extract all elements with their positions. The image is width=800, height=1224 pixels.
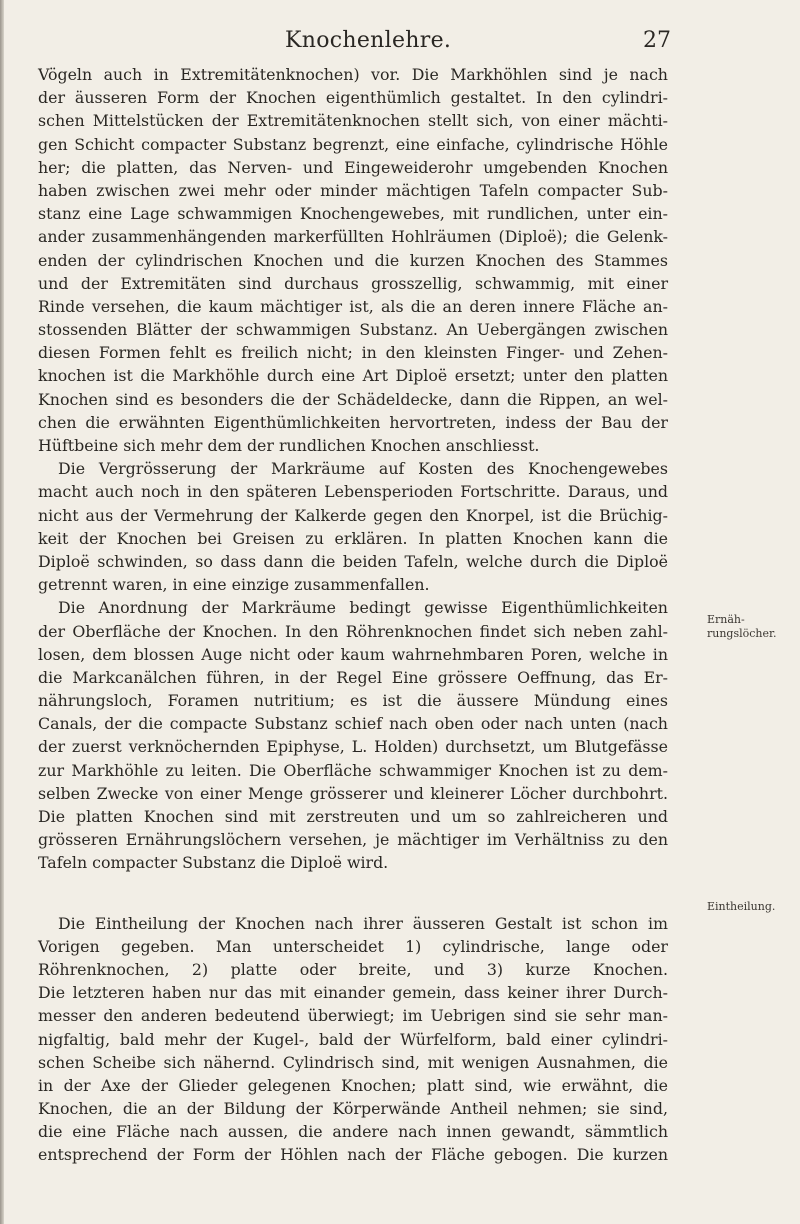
- text-line: nährungsloch, Foramen nutritium; es ist die äussere Mündung eines: [38, 691, 668, 711]
- text-line: macht auch noch in den späteren Lebensperioden Fortschritte. Daraus, und: [38, 482, 668, 502]
- margin-note-line: Ernäh-: [707, 613, 745, 626]
- text-line: nicht aus der Vermehrung der Kalkerde gegen den Knorpel, ist die Brüchig-: [38, 505, 668, 525]
- text-line: Die platten Knochen sind mit zerstreuten und um so zahlreicheren und: [38, 807, 668, 826]
- margin-note-line: rungslöcher.: [707, 627, 777, 640]
- text-line: nigfaltig, bald mehr der Kugel-, bald der Würfelform, bald einer cylindri-: [38, 1029, 668, 1049]
- text-line: enden der cylindrischen Knochen und die kurzen Knochen des Stammes: [38, 250, 668, 270]
- running-head: [0, 12, 800, 52]
- text-line: in der Axe der Glieder gelegenen Knochen; platt sind, wie erwähnt, die: [38, 1075, 668, 1095]
- text-line: messer den anderen bedeutend überwiegt; im Uebrigen sind sie sehr man-: [38, 1006, 668, 1026]
- text-line: stossenden Blätter der schwammigen Substanz. An Uebergängen zwischen: [38, 320, 668, 340]
- text-line: selben Zwecke von einer Menge grösserer und kleinerer Löcher durchbohrt.: [38, 783, 668, 803]
- text-line: Vögeln auch in Extremitätenknochen) vor. Die Markhöhlen sind je nach: [38, 65, 668, 84]
- text-line: schen Mittelstücken der Extremitätenknochen stellt sich, von einer mächti-: [38, 111, 668, 131]
- margin-note-eintheilung: Eintheilung.: [707, 900, 776, 913]
- text-line: schen Scheibe sich nähernd. Cylindrisch sind, mit wenigen Ausnahmen, die: [38, 1052, 668, 1072]
- text-line: und der Extremitäten sind durchaus grosszellig, schwammig, mit einer: [38, 273, 668, 293]
- text-line: getrennt waren, in eine einzige zusammenfallen.: [38, 575, 430, 595]
- text-line: ander zusammenhängenden markerfüllten Hohlräumen (Diploë); die Gelenk-: [38, 227, 668, 247]
- text-line: die eine Fläche nach aussen, die andere nach innen gewandt, sämmtlich: [38, 1122, 668, 1142]
- page-number: 27: [643, 28, 671, 53]
- text-line: her; die platten, das Nerven- und Eingeweiderohr umgebenden Knochen: [38, 157, 668, 177]
- text-line: Die Eintheilung der Knochen nach ihrer äusseren Gestalt ist schon im: [58, 913, 668, 933]
- paragraph-gap: [38, 875, 668, 912]
- text-line: gen Schicht compacter Substanz begrenzt, eine einfache, cylindrische Höhle: [38, 134, 668, 154]
- text-line: Vorigen gegeben. Man unterscheidet 1) cylindrische, lange oder: [38, 936, 668, 956]
- paragraph-vergroesserung: [38, 457, 668, 596]
- text-line: Die Anordnung der Markräume bedingt gewisse Eigenthümlichkeiten: [58, 598, 668, 618]
- text-line: grösseren Ernährungslöchern versehen, je mächtiger im Verhältniss zu den: [38, 830, 668, 850]
- body-text: [38, 63, 668, 1167]
- text-line: diesen Formen fehlt es freilich nicht; in den kleinsten Finger- und Zehen-: [38, 343, 668, 363]
- paragraph-eintheilung: [38, 912, 668, 1167]
- page-binding-edge: [0, 0, 4, 1224]
- margin-note-ernaehrungsloecher: [707, 613, 777, 641]
- text-line: Knochen, die an der Bildung der Körperwände Antheil nehmen; sie sind,: [38, 1099, 668, 1119]
- text-line: keit der Knochen bei Greisen zu erklären. In platten Knochen kann die: [38, 528, 668, 548]
- text-line: Diploë schwinden, so dass dann die beiden Tafeln, welche durch die Diploë: [38, 551, 668, 571]
- text-line: losen, dem blossen Auge nicht oder kaum wahrnehmbaren Poren, welche in: [38, 644, 668, 664]
- paragraph-markhoehlen: [38, 63, 668, 457]
- text-line: knochen ist die Markhöhle durch eine Art Diploë ersetzt; unter den platten: [38, 366, 668, 386]
- text-line: haben zwischen zwei mehr oder minder mächtigen Tafeln compacter Sub-: [38, 180, 668, 200]
- text-line: Die letzteren haben nur das mit einander gemein, dass keiner ihrer Durch-: [38, 983, 668, 1003]
- text-line: Knochen sind es besonders die der Schädeldecke, dann die Rippen, an wel-: [38, 389, 668, 409]
- text-line: Tafeln compacter Substanz die Diploë wird.: [38, 853, 389, 873]
- text-line: zur Markhöhle zu leiten. Die Oberfläche schwammiger Knochen ist zu dem-: [38, 760, 668, 780]
- text-line: chen die erwähnten Eigenthümlichkeiten hervortreten, indess der Bau der: [38, 412, 668, 432]
- text-line: der zuerst verknöchernden Epiphyse, L. Holden) durchsetzt, um Blutgefässe: [38, 737, 668, 757]
- text-line: stanz eine Lage schwammigen Knochengewebes, mit rundlichen, unter ein-: [38, 204, 668, 224]
- running-head-title: Knochenlehre.: [285, 28, 452, 53]
- text-line: Hüftbeine sich mehr dem der rundlichen Knochen anschliesst.: [38, 436, 540, 455]
- text-line: entsprechend der Form der Höhlen nach der Fläche gebogen. Die kurzen: [38, 1145, 668, 1165]
- text-line: Canals, der die compacte Substanz schief nach oben oder nach unten (nach: [38, 714, 668, 734]
- text-line: Röhrenknochen, 2) platte oder breite, und 3) kurze Knochen.: [38, 959, 668, 979]
- text-line: der äusseren Form der Knochen eigenthümlich gestaltet. In den cylindri-: [38, 88, 668, 108]
- text-line: die Markcanälchen führen, in der Regel Eine grössere Oeffnung, das Er-: [38, 667, 668, 687]
- text-line: der Oberfläche der Knochen. In den Röhrenknochen findet sich neben zahl-: [38, 621, 668, 641]
- paragraph-anordnung: [38, 596, 668, 874]
- text-line: Rinde versehen, die kaum mächtiger ist, als die an deren innere Fläche an-: [38, 296, 668, 316]
- text-line: Die Vergrösserung der Markräume auf Kosten des Knochengewebes: [58, 459, 668, 479]
